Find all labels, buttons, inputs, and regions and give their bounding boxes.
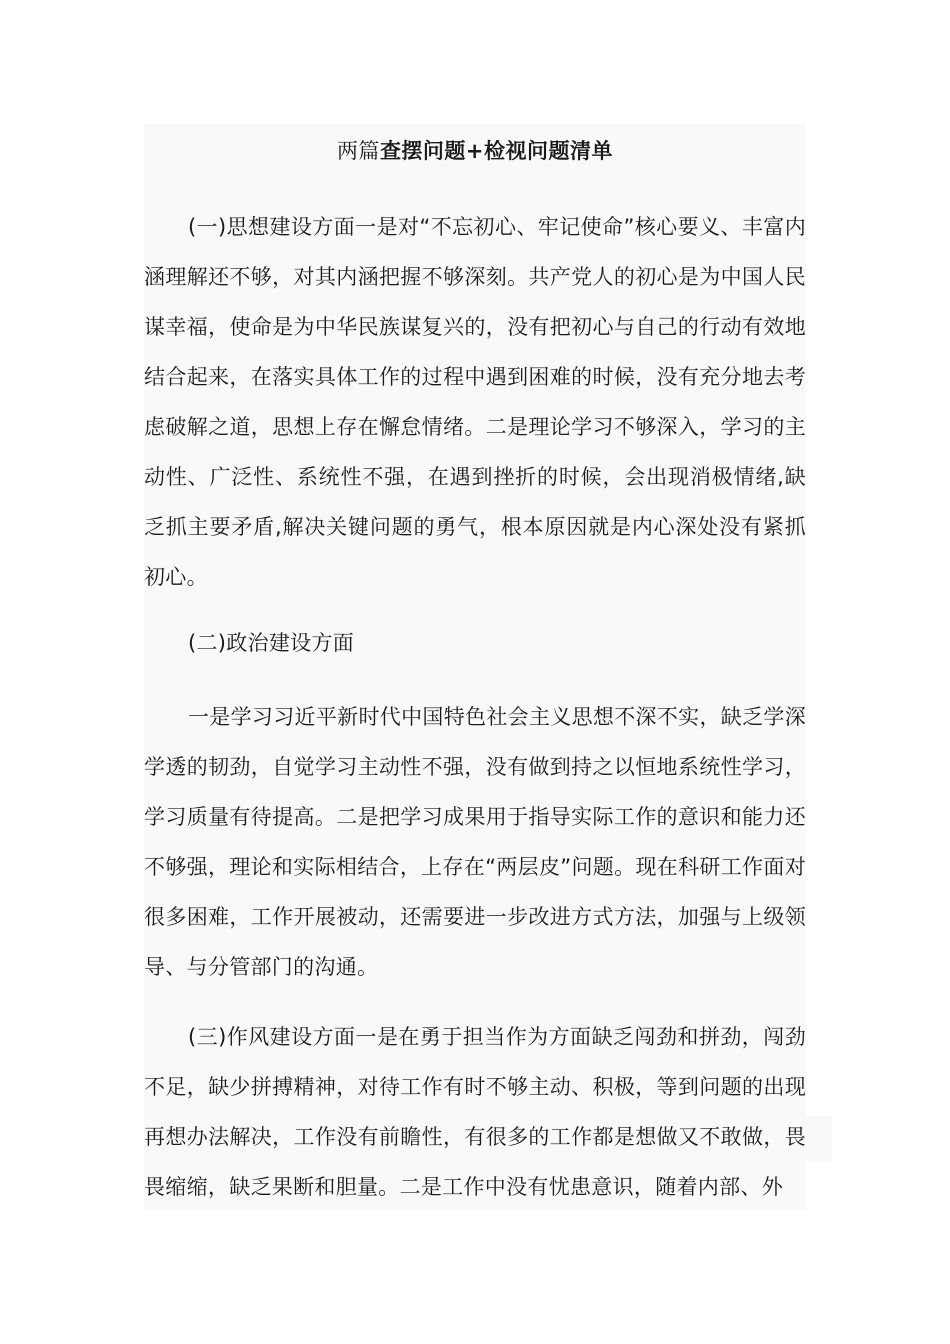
document-content bbox=[144, 124, 806, 1210]
paragraph-ideological: (一)思想建设方面一是对“不忘初心、牢记使命”核心要义、丰富内涵理解还不够，对其内涵把握不够深刻。共产党人的初心是为中国人民谋幸福，使命是为中华民族谋复兴的，没有把初心与自己的行动有效地结合起来，在落实具体工作的过程中遇到困难的时候，没有充分地去考虑破解之道，思想上存在懈怠情绪。二是理论学习不够深入，学习的主动性、广泛性、系统性不强，在遇到挫折的时候，会出现消极情绪,缺乏抓主要矛盾,解决关键问题的勇气，根本原因就是内心深处没有紧抓初心。 bbox=[144, 215, 806, 589]
title-prefix: 两篇 bbox=[336, 139, 380, 163]
paragraph-political-heading: (二)政治建设方面 bbox=[188, 631, 355, 655]
paragraph-work-style: (三)作风建设方面一是在勇于担当作为方面缺乏闯劲和拼劲，闯劲不足，缺少拼搏精神，对待工作有时不够主动、积极，等到问题的出现再想办法解决，工作没有前瞻性，有很多的工作都是想做又不敢做，畏畏缩缩，缺乏果断和胆量。二是工作中没有忧患意识，随着内部、外 bbox=[144, 1025, 806, 1199]
title-main: 查摆问题+检视问题清单 bbox=[379, 139, 614, 163]
paragraph-political: 一是学习习近平新时代中国特色社会主义思想不深不实，缺乏学深学透的韧劲，自觉学习主动性不强，没有做到持之以恒地系统性学习，学习质量有待提高。二是把学习成果用于指导实际工作的意识和能力还不够强，理论和实际相结合，上存在“两层皮”问题。现在科研工作面对很多困难，工作开展被动，还需要进一步改进方式方法，加强与上级领导、与分管部门的沟通。 bbox=[144, 705, 806, 979]
line-overflow-highlight bbox=[806, 1116, 832, 1162]
document-title bbox=[144, 136, 806, 166]
